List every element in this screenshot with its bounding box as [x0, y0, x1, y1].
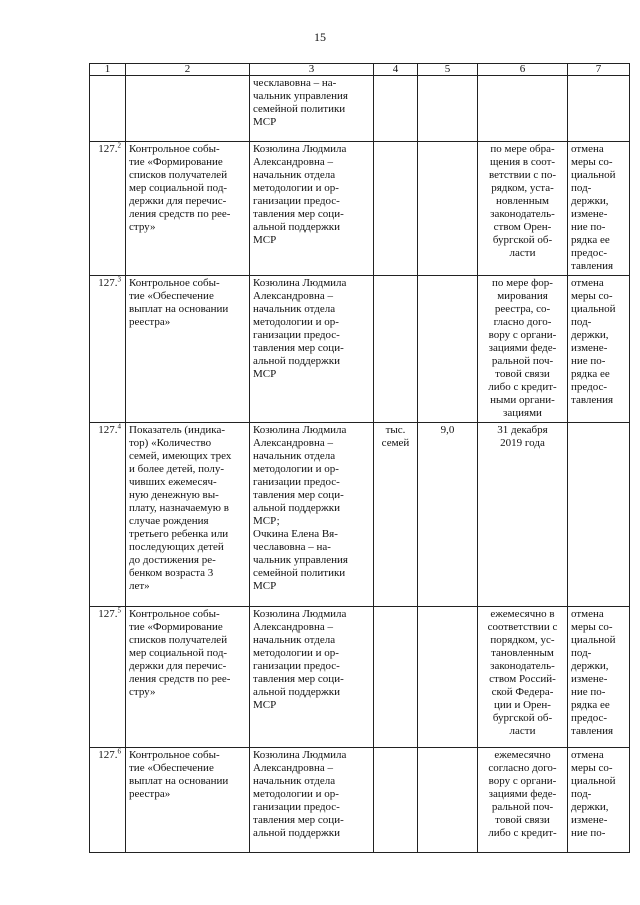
value-cell: [418, 76, 478, 142]
deadline-cell: 31 декабря 2019 года: [478, 423, 568, 607]
unit-cell: [374, 142, 418, 276]
value-cell: 9,0: [418, 423, 478, 607]
row-number-superscript: 5: [117, 606, 121, 615]
responsible-cell: Козюлина Людмила Александровна – начальник отдела методологии и ор- ганизации предос- тавления мер соци- альной поддержки МСР; Очкина Елена Вя- чеславовна – на- чальник управления семейной политики МСР: [250, 423, 374, 607]
header-cell: 6: [478, 64, 568, 76]
header-cell: 2: [126, 64, 250, 76]
measures-table: [89, 63, 630, 853]
unit-cell: [374, 607, 418, 748]
row-number-text: 127: [98, 608, 115, 620]
table-row: [90, 607, 630, 748]
table-header-row: [90, 64, 630, 76]
value-cell: [418, 607, 478, 748]
table-row: [90, 142, 630, 276]
value-cell: [418, 276, 478, 423]
responsible-cell: ческлавовна – на- чальник управления семейной политики МСР: [250, 76, 374, 142]
unit-cell: [374, 76, 418, 142]
event-cell: Контрольное собы- тие «Формирование списков получателей мер социальной под- держки для перечис- ления средств по рее- стру»: [126, 142, 250, 276]
row-number-text: 127: [98, 143, 115, 155]
deadline-cell: ежемесячно согласно дого- вору с органи- зациями феде- ральной поч- товой связи либо с кредит-: [478, 748, 568, 853]
deadline-cell: ежемесячно в соответствии с порядком, ус- тановленным законодатель- ством Россий- ской Федера- ции и Орен- бургской об- ласти: [478, 607, 568, 748]
header-cell: 5: [418, 64, 478, 76]
risk-cell: [568, 423, 630, 607]
header-cell: 3: [250, 64, 374, 76]
table-row: [90, 76, 630, 142]
event-cell: [126, 76, 250, 142]
responsible-cell: Козюлина Людмила Александровна – начальник отдела методологии и ор- ганизации предос- тавления мер соци- альной поддержки МСР: [250, 142, 374, 276]
unit-cell: [374, 276, 418, 423]
value-cell: [418, 748, 478, 853]
responsible-cell: Козюлина Людмила Александровна – начальник отдела методологии и ор- ганизации предос- тавления мер соци- альной поддержки МСР: [250, 276, 374, 423]
deadline-cell: по мере обра- щения в соот- ветствии с по- рядком, уста- новленным законодатель- ством Орен- бургской об- ласти: [478, 142, 568, 276]
row-number-superscript: 4: [117, 422, 121, 431]
event-cell: Контрольное собы- тие «Обеспечение выплат на основании реестра»: [126, 748, 250, 853]
row-number: 127.$^4$: [90, 423, 126, 607]
unit-cell: тыс. семей: [374, 423, 418, 607]
header-cell: 4: [374, 64, 418, 76]
row-number: [90, 76, 126, 142]
row-number-superscript: 6: [117, 747, 121, 756]
risk-cell: отмена меры со- циальной под- держки, измене- ние по-: [568, 748, 630, 853]
row-number: 127.$^5$: [90, 607, 126, 748]
deadline-cell: [478, 76, 568, 142]
row-number: 127.$^6$: [90, 748, 126, 853]
row-number-text: 127: [98, 424, 115, 436]
responsible-cell: Козюлина Людмила Александровна – начальник отдела методологии и ор- ганизации предос- тавления мер соци- альной поддержки МСР: [250, 607, 374, 748]
value-cell: [418, 142, 478, 276]
row-number-text: 127: [98, 277, 115, 289]
header-cell: 7: [568, 64, 630, 76]
risk-cell: отмена меры со- циальной под- держки, измене- ние по- рядка ее предос- тавления: [568, 276, 630, 423]
event-cell: Контрольное собы- тие «Формирование списков получателей мер социальной под- держки для перечис- ления средств по рее- стру»: [126, 607, 250, 748]
header-cell: 1: [90, 64, 126, 76]
page-number: 15: [314, 30, 326, 44]
responsible-cell: Козюлина Людмила Александровна – начальник отдела методологии и ор- ганизации предос- тавления мер соци- альной поддержки: [250, 748, 374, 853]
risk-cell: отмена меры со- циальной под- держки, измене- ние по- рядка ее предос- тавления: [568, 142, 630, 276]
event-cell: Контрольное собы- тие «Обеспечение выплат на основании реестра»: [126, 276, 250, 423]
event-cell: Показатель (индика- тор) «Количество семей, имеющих трех и более детей, полу- чивших ежемесяч- ную денежную вы- плату, назначаемую в случае рождения третьего ребенка или последующих детей до достижения ре- бенком возраста 3 лет»: [126, 423, 250, 607]
deadline-cell: по мере фор- мирования реестра, со- гласно дого- вору с органи- зациями феде- ральной поч- товой связи либо с кредит- ными органи- зациями: [478, 276, 568, 423]
row-number-superscript: 2: [117, 141, 121, 150]
risk-cell: отмена меры со- циальной под- держки, измене- ние по- рядка ее предос- тавления: [568, 607, 630, 748]
row-number: 127.$^3$: [90, 276, 126, 423]
table-row: [90, 748, 630, 853]
table-row: [90, 423, 630, 607]
row-number-superscript: 3: [117, 275, 121, 284]
row-number-text: 127: [98, 749, 115, 761]
unit-cell: [374, 748, 418, 853]
risk-cell: [568, 76, 630, 142]
table-row: [90, 276, 630, 423]
row-number: 127.$^2$: [90, 142, 126, 276]
